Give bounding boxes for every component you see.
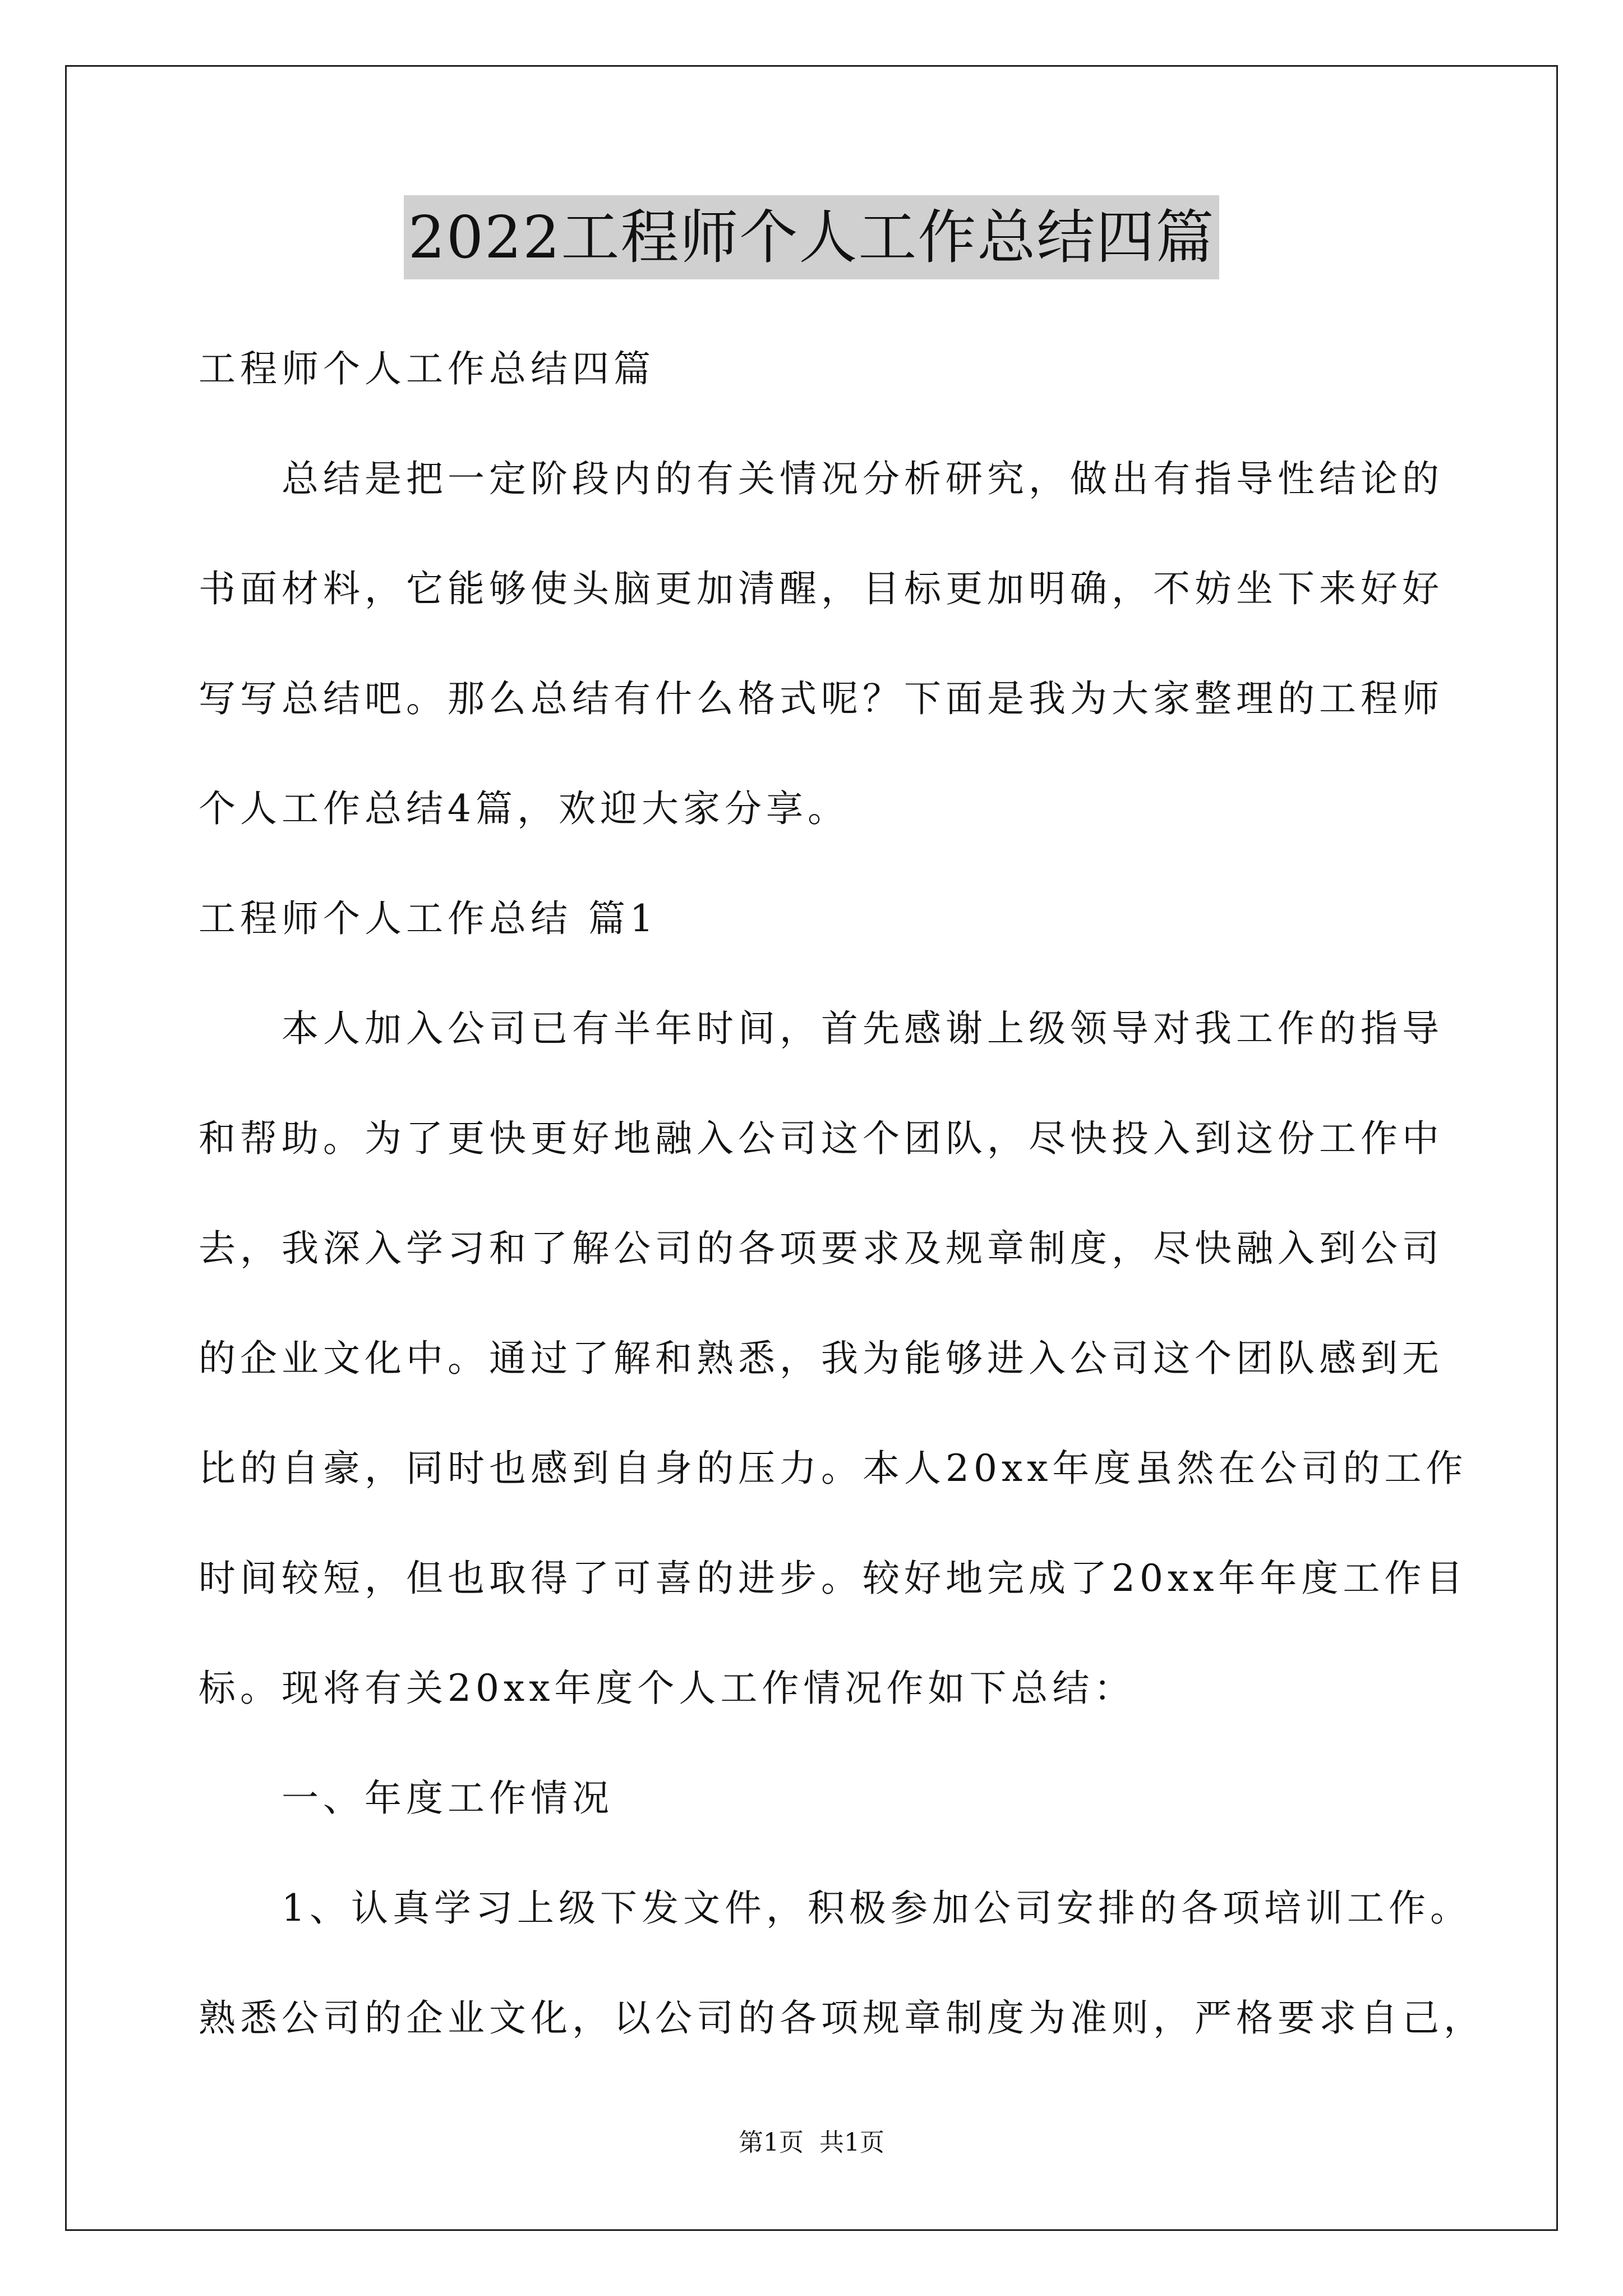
paragraph-line: 工程师个人工作总结四篇: [199, 347, 655, 390]
section-heading: 工程师个人工作总结 篇1: [199, 897, 658, 940]
title-container: [0, 195, 1623, 279]
paragraph-line: 写写总结吧。那么总结有什么格式呢？下面是我为大家整理的工程师: [199, 677, 1444, 720]
page-footer: [0, 2126, 1623, 2160]
document-body: [199, 314, 1485, 2073]
paragraph-line: 熟悉公司的企业文化，以公司的各项规章制度为准则，严格要求自己，: [199, 1996, 1485, 2040]
paragraph-line: 时间较短，但也取得了可喜的进步。较好地完成了20xx年年度工作目: [199, 1557, 1468, 1600]
paragraph-line: 和帮助。为了更快更好地融入公司这个团队，尽快投入到这份工作中: [199, 1117, 1444, 1160]
subsection-heading: 一、年度工作情况: [282, 1777, 614, 1820]
paragraph-line: 的企业文化中。通过了解和熟悉，我为能够进入公司这个团队感到无: [199, 1337, 1444, 1380]
paragraph-line: 总结是把一定阶段内的有关情况分析研究，做出有指导性结论的: [282, 457, 1444, 500]
paragraph-line: 1、认真学习上级下发文件，积极参加公司安排的各项培训工作。: [282, 1887, 1472, 1930]
page-total: 共1页: [819, 2128, 884, 2157]
paragraph-line: 个人工作总结4篇，欢迎大家分享。: [199, 787, 849, 830]
paragraph-line: 比的自豪，同时也感到自身的压力。本人20xx年度虽然在公司的工作: [199, 1447, 1468, 1490]
paragraph-line: 标。现将有关20xx年度个人工作情况作如下总结：: [199, 1667, 1136, 1710]
document-title: 2022工程师个人工作总结四篇: [404, 195, 1220, 279]
paragraph-line: 去，我深入学习和了解公司的各项要求及规章制度，尽快融入到公司: [199, 1227, 1444, 1270]
page-number: 第1页: [739, 2128, 804, 2157]
paragraph-line: 本人加入公司已有半年时间，首先感谢上级领导对我工作的指导: [282, 1007, 1444, 1050]
paragraph-line: 书面材料，它能够使头脑更加清醒，目标更加明确，不妨坐下来好好: [199, 567, 1444, 610]
